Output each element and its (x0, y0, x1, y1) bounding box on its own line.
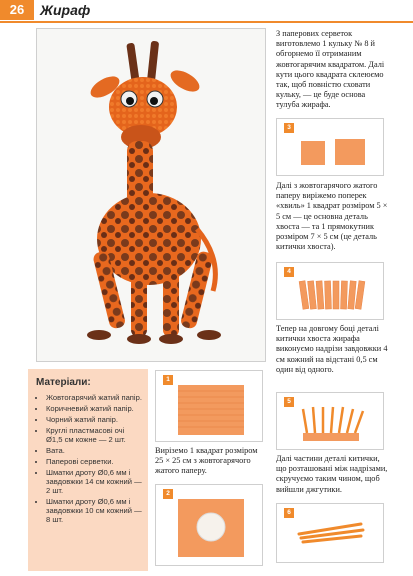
step-5-text: Далі частини деталі китички, що розташовані між надрізами, скручуємо таким чином, щоб вийшли джгутики. (276, 454, 388, 494)
page-header (0, 0, 413, 22)
materials-item: • Вата. (46, 446, 142, 455)
header-divider (0, 21, 413, 23)
step-3-photo (276, 118, 384, 176)
page-title: Жираф (40, 2, 91, 18)
materials-item: • Коричневий жатий папір. (46, 404, 142, 413)
step-5-photo (276, 392, 384, 450)
step-1-photo (155, 370, 263, 442)
materials-item: • Шматки дроту Ø0,6 мм і завдовжки 10 см кожний — 8 шт. (46, 497, 142, 524)
materials-item: • Жовтогарячий жатий папір. (46, 393, 142, 402)
step-3-text: Далі з жовтогарячого жатого паперу виріжемо поперек «хвиль» 1 квадрат розміром 5 × 5 см — це основна деталь хвоста — та 1 прямокутник розміром 7 × 5 см (це деталь китички хвоста). (276, 181, 388, 252)
step-1-badge: 1 (163, 375, 173, 385)
step-4-badge: 4 (284, 267, 294, 277)
step-2-badge: 2 (163, 489, 173, 499)
step-2-photo (155, 484, 263, 566)
step-4-text: Тепер на довгому боці деталі китички хвоста жирафа виконуємо надрізи завдовжки 4 см кожний на відстані 0,5 см один від одного. (276, 324, 388, 374)
materials-box (28, 369, 148, 571)
materials-item: • Шматки дроту Ø0,6 мм і завдовжки 14 см кожний — 2 шт. (46, 468, 142, 495)
step-5-badge: 5 (284, 397, 294, 407)
materials-list (36, 393, 142, 524)
step-3-badge: 3 (284, 123, 294, 133)
giraffe-illustration (37, 29, 265, 361)
step-6-badge: 6 (284, 508, 294, 518)
materials-title: Матеріали: (36, 377, 91, 388)
step-2-text: З паперових серветок виготовлемо 1 кульку № 8 й обгорнемо її отриманим жовтогарячим квадратом. Далі кути цього квадрата склеюємо так, щоб повністю сховати кульку, — це буде основа тулуба жирафа. (276, 29, 385, 110)
step-6-photo (276, 503, 384, 563)
step-4-photo (276, 262, 384, 320)
materials-item: • Чорний жатий папір. (46, 415, 142, 424)
materials-item: • Паперові серветки. (46, 457, 142, 466)
step-1-text: Виріземо 1 квадрат розміром 25 × 25 см з жовтогарячого жатого паперу. (155, 446, 258, 476)
page-number: 26 (0, 0, 34, 20)
materials-item: • Круглі пластмасові очі Ø1,5 см кожне — 2 шт. (46, 426, 142, 444)
giraffe-photo (36, 28, 266, 362)
